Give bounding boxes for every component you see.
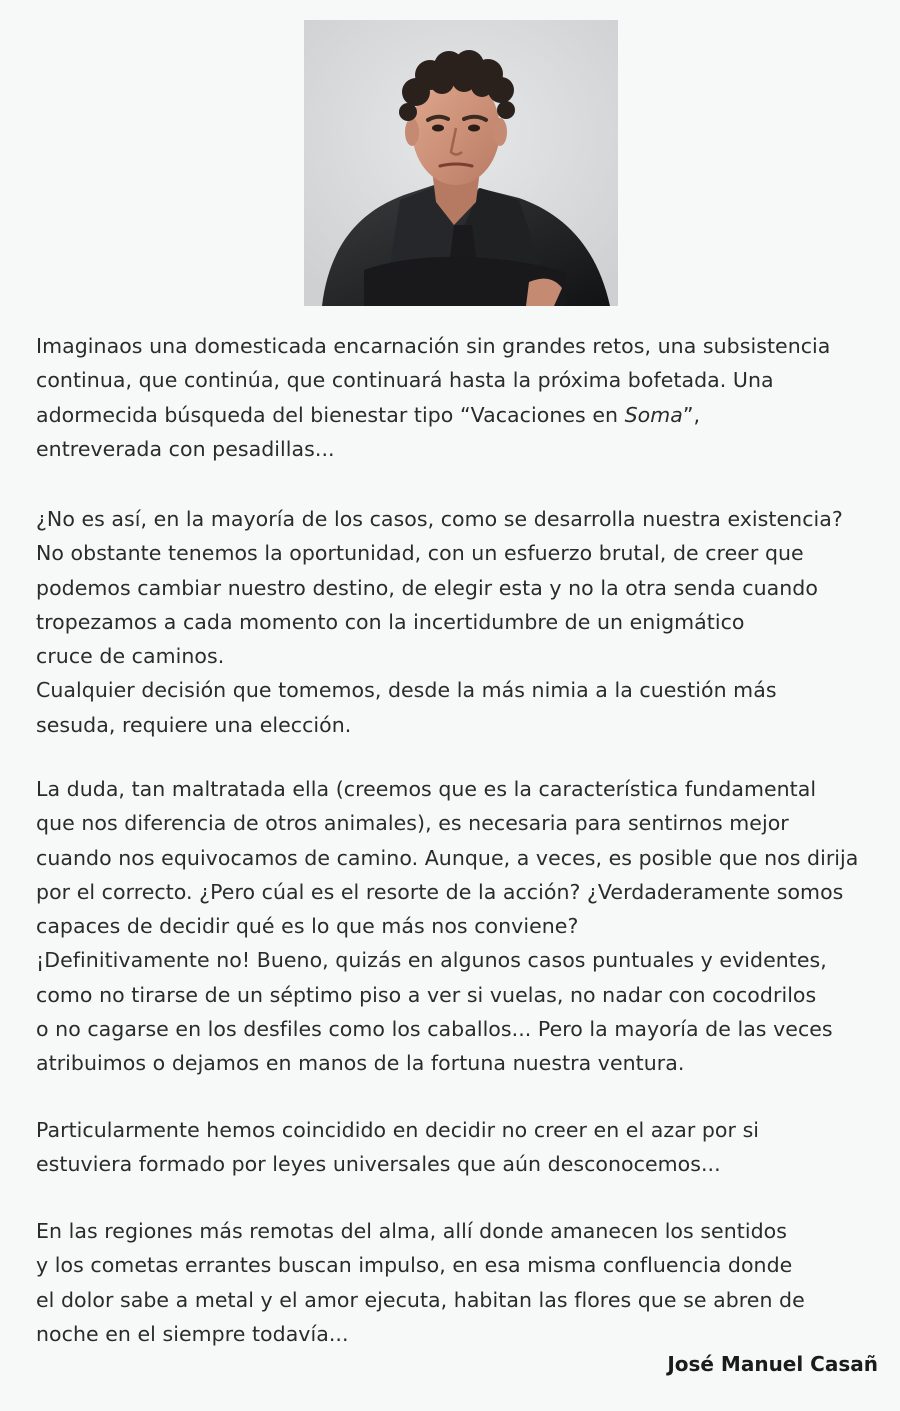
text-segment: ¿No es así, en la mayoría de los casos, como se desarrolla nuestra existencia? — [36, 507, 843, 531]
author-signature: José Manuel Casañ — [667, 1352, 878, 1376]
text-line — [36, 363, 830, 397]
text-line — [36, 1113, 759, 1147]
text-line — [36, 841, 858, 875]
text-segment: como no tirarse de un séptimo piso a ver si vuelas, no nadar con cocodrilos — [36, 982, 817, 1007]
text-segment: o no cagarse en los desfiles como los caballos... Pero la mayoría de las veces — [36, 1017, 833, 1042]
paragraph — [36, 329, 830, 466]
text-segment: ”, — [682, 402, 701, 427]
text-segment: y los cometas errantes buscan impulso, en esa misma confluencia donde — [36, 1253, 793, 1278]
text-line — [36, 1046, 858, 1080]
text-segment: capaces de decidir qué es lo que más nos conviene? — [36, 914, 579, 939]
text-segment: cruce de caminos. — [36, 644, 225, 669]
paragraph — [36, 1113, 759, 1182]
text-line — [36, 806, 858, 840]
paragraph — [36, 1214, 805, 1351]
text-line — [36, 772, 858, 806]
text-segment: noche en el siempre todavía... — [36, 1321, 349, 1346]
text-segment: Particularmente hemos coincidido en decidir no creer en el azar por si — [36, 1118, 760, 1142]
italic-text: Soma — [624, 402, 683, 427]
text-line — [36, 502, 843, 536]
text-line — [36, 978, 858, 1012]
text-segment: Cualquier decisión que tomemos, desde la más nimia a la cuestión más — [36, 678, 777, 703]
text-segment: ¡Definitivamente no! Bueno, quizás en algunos casos puntuales y evidentes, — [36, 948, 827, 973]
paragraph — [36, 772, 858, 1081]
text-line — [36, 673, 843, 707]
text-segment: podemos cambiar nuestro destino, de elegir esta y no la otra senda cuando — [36, 575, 818, 600]
text-segment: que nos diferencia de otros animales), es necesaria para sentirnos mejor — [36, 811, 789, 836]
text-segment: No obstante tenemos la oportunidad, con un esfuerzo brutal, de creer que — [36, 541, 804, 566]
text-segment: En las regiones más remotas del alma, allí donde amanecen los sentidos — [36, 1219, 787, 1243]
text-line — [36, 909, 858, 943]
text-line — [36, 432, 830, 466]
text-line — [36, 943, 858, 977]
text-line — [36, 708, 843, 742]
text-segment: La duda, tan maltratada ella (creemos que es la característica fundamental — [36, 777, 817, 801]
text-line — [36, 875, 858, 909]
text-segment: continua, que continúa, que continuará hasta la próxima bofetada. Una — [36, 368, 774, 393]
text-line — [36, 1012, 858, 1046]
text-segment: entreverada con pesadillas... — [36, 436, 335, 461]
text-line — [36, 1214, 805, 1248]
text-line — [36, 1317, 805, 1351]
text-segment: tropezamos a cada momento con la incertidumbre de un enigmático — [36, 609, 745, 634]
text-line — [36, 639, 843, 673]
text-line — [36, 1147, 759, 1181]
text-segment: por el correcto. ¿Pero cúal es el resorte de la acción? ¿Verdaderamente somos — [36, 879, 844, 904]
text-line — [36, 1248, 805, 1282]
article-body — [36, 0, 884, 1411]
text-line — [36, 536, 843, 570]
text-segment: estuviera formado por leyes universales que aún desconocemos... — [36, 1152, 721, 1177]
paragraph — [36, 502, 843, 742]
text-line — [36, 398, 830, 432]
text-segment: adormecida búsqueda del bienestar tipo “Vacaciones en — [36, 402, 625, 427]
text-segment: el dolor sabe a metal y el amor ejecuta, habitan las flores que se abren de — [36, 1287, 805, 1312]
text-line — [36, 571, 843, 605]
text-segment: sesuda, requiere una elección. — [36, 712, 352, 737]
text-segment: atribuimos o dejamos en manos de la fortuna nuestra ventura. — [36, 1051, 685, 1076]
text-line — [36, 1283, 805, 1317]
text-segment: cuando nos equivocamos de camino. Aunque, a veces, es posible que nos dirija — [36, 845, 859, 870]
text-line — [36, 605, 843, 639]
text-line — [36, 329, 830, 363]
text-segment: Imaginaos una domesticada encarnación sin grandes retos, una subsistencia — [36, 334, 831, 358]
